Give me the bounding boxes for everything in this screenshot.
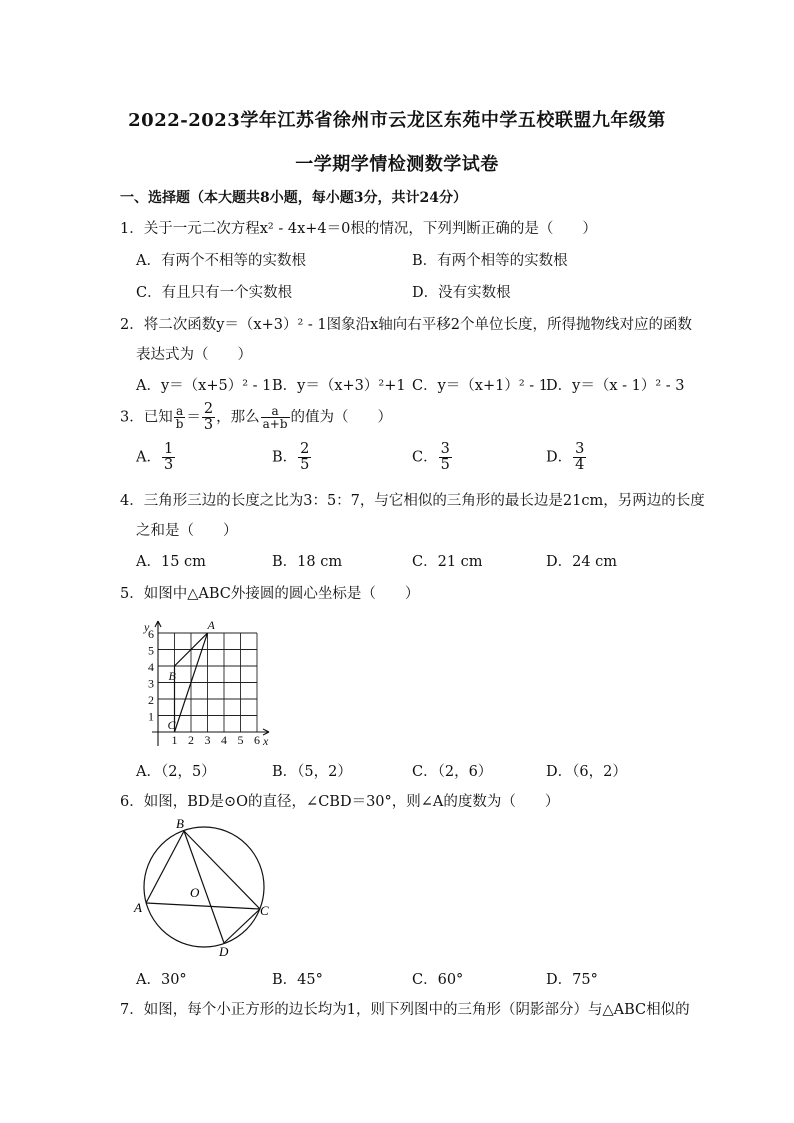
q6-segment-cd xyxy=(224,909,260,943)
q5-x-tick-label: 6 xyxy=(254,733,260,747)
q4-option-c: C．21 cm xyxy=(412,554,483,570)
q3-d-label: D． xyxy=(546,449,573,466)
q3-c-den: 5 xyxy=(440,457,450,474)
q3-a-label: A． xyxy=(136,449,161,466)
question-4-line2: 之和是（ ） xyxy=(136,523,238,539)
q5-y-tick-label: 6 xyxy=(148,627,154,641)
q4-option-d: D．24 cm xyxy=(546,554,618,570)
q5-option-a: A．（2，5） xyxy=(136,764,216,780)
q6-label-a: A xyxy=(134,900,142,915)
q3-fraction-a-over-a-plus-b xyxy=(261,405,290,431)
q3-b-label: B． xyxy=(272,449,298,466)
q3-fraction-a-over-b xyxy=(174,405,186,431)
q5-x-tick-label: 3 xyxy=(204,733,211,747)
exam-title-line1: 2022-2023学年江苏省徐州市云龙区东苑中学五校联盟九年级第 xyxy=(128,110,666,131)
q5-y-tick-label: 2 xyxy=(148,693,154,707)
q6-label-b: B xyxy=(176,816,184,831)
q3-stem-mid: ，那么 xyxy=(216,409,260,426)
question-3 xyxy=(120,402,392,433)
q3-b-num: 2 xyxy=(300,441,310,457)
q1-equation: x² - 4x+4＝0 xyxy=(259,221,351,237)
q3-c-num: 3 xyxy=(440,441,450,457)
q5-y-tick-label: 1 xyxy=(148,709,154,724)
section-heading: 一、选择题（本大题共8小题，每小题3分，共计24分） xyxy=(120,190,467,206)
q3-d-num: 3 xyxy=(575,441,585,457)
q3-option-a xyxy=(136,442,176,473)
q3-a-num: 1 xyxy=(163,441,174,457)
q2-option-a: A．y＝（x+5）² - 1 xyxy=(136,378,272,394)
exam-title-line2: 一学期学情检测数学试卷 xyxy=(295,154,499,175)
q5-option-b: B．（5，2） xyxy=(272,764,352,780)
q3-stem-pre: 3．已知 xyxy=(120,409,173,426)
q3-fraction-2-over-3 xyxy=(202,402,215,433)
q5-x-tick-label: 1 xyxy=(171,733,178,747)
q5-coordinate-grid-figure xyxy=(130,606,280,751)
q3-c-fraction xyxy=(439,442,452,473)
q6-option-b: B．45° xyxy=(272,972,323,988)
q6-circle-figure xyxy=(132,815,282,960)
q1-option-b: B．有两个相等的实数根 xyxy=(412,253,568,269)
q6-option-a: A．30° xyxy=(136,972,187,988)
q3-d-den: 4 xyxy=(575,457,585,474)
q3-f2-den: 3 xyxy=(203,417,214,434)
q5-x-tick-label: 4 xyxy=(221,733,227,747)
q6-segment-ac xyxy=(146,903,260,909)
q3-d-fraction xyxy=(573,442,586,473)
q6-option-c: C．60° xyxy=(412,972,464,988)
q3-f3-num: a xyxy=(261,405,290,419)
q1-stem-pre: 1．关于一元二次方程 xyxy=(120,221,260,237)
q6-label-o: O xyxy=(190,885,200,900)
q3-f2-num: 2 xyxy=(203,401,214,417)
q6-label-d: D xyxy=(219,944,229,959)
q5-y-tick-label: 5 xyxy=(148,643,154,658)
q5-x-tick-label: 5 xyxy=(237,733,244,747)
q1-option-a: A．有两个不相等的实数根 xyxy=(136,253,306,269)
q5-option-d: D．（6，2） xyxy=(546,764,627,780)
q5-point-label-c: C xyxy=(167,718,176,732)
q3-stem-post: 的值为（ ） xyxy=(290,409,393,426)
q3-f1-den: b xyxy=(175,417,184,432)
q4-option-b: B．18 cm xyxy=(272,554,343,570)
q6-option-d: D．75° xyxy=(546,972,598,988)
q4-option-a: A．15 cm xyxy=(136,554,206,570)
q3-f1-num: a xyxy=(174,405,186,419)
question-1 xyxy=(120,217,597,238)
q3-f3-den: a+b xyxy=(262,417,288,432)
q1-option-d: D．没有实数根 xyxy=(412,285,511,301)
question-6: 6．如图，BD是⊙O的直径，∠CBD＝30°，则∠A的度数为（ ） xyxy=(120,794,560,810)
q5-option-c: C．（2，6） xyxy=(412,764,493,780)
question-5: 5．如图中△ABC外接圆的圆心坐标是（ ） xyxy=(120,586,420,602)
question-2-line1: 2．将二次函数y＝（x+3）² - 1图象沿x轴向右平移2个单位长度，所得抛物线对应的函数 xyxy=(120,317,693,333)
q3-option-b xyxy=(272,442,312,473)
q5-y-tick-label: 3 xyxy=(148,676,154,691)
q1-stem-post: 根的情况，下列判断正确的是（ ） xyxy=(350,221,597,237)
q5-y-tick-label: 4 xyxy=(148,660,154,674)
q2-option-c: C．y＝（x+1）² - 1 xyxy=(412,378,548,394)
q5-point-label-a: A xyxy=(207,618,215,632)
q5-x-axis-label: x xyxy=(263,734,269,748)
question-4-line1: 4．三角形三边的长度之比为3：5：7，与它相似的三角形的最长边是21cm，另两边的长度 xyxy=(120,493,705,509)
q3-a-den: 3 xyxy=(163,457,174,474)
q3-equals: ＝ xyxy=(186,409,201,426)
q3-c-label: C． xyxy=(412,449,438,466)
q3-b-den: 5 xyxy=(300,457,310,474)
q2-option-d: D．y＝（x - 1）² - 3 xyxy=(546,378,685,394)
q3-option-c xyxy=(412,442,453,473)
q3-a-fraction xyxy=(162,442,175,473)
q3-option-d xyxy=(546,442,587,473)
q6-label-c: C xyxy=(260,903,269,918)
q5-point-label-b: B xyxy=(168,669,176,683)
q1-option-c: C．有且只有一个实数根 xyxy=(136,285,293,301)
q3-b-fraction xyxy=(298,442,311,473)
question-2-line2: 表达式为（ ） xyxy=(136,347,252,363)
q2-option-b: B．y＝（x+3）²+1 xyxy=(272,378,406,394)
q5-y-axis-label: y xyxy=(144,620,150,634)
q5-x-tick-label: 2 xyxy=(188,733,194,747)
question-7: 7．如图，每个小正方形的边长均为1，则下列图中的三角形（阴影部分）与△ABC相似的 xyxy=(120,1002,690,1018)
